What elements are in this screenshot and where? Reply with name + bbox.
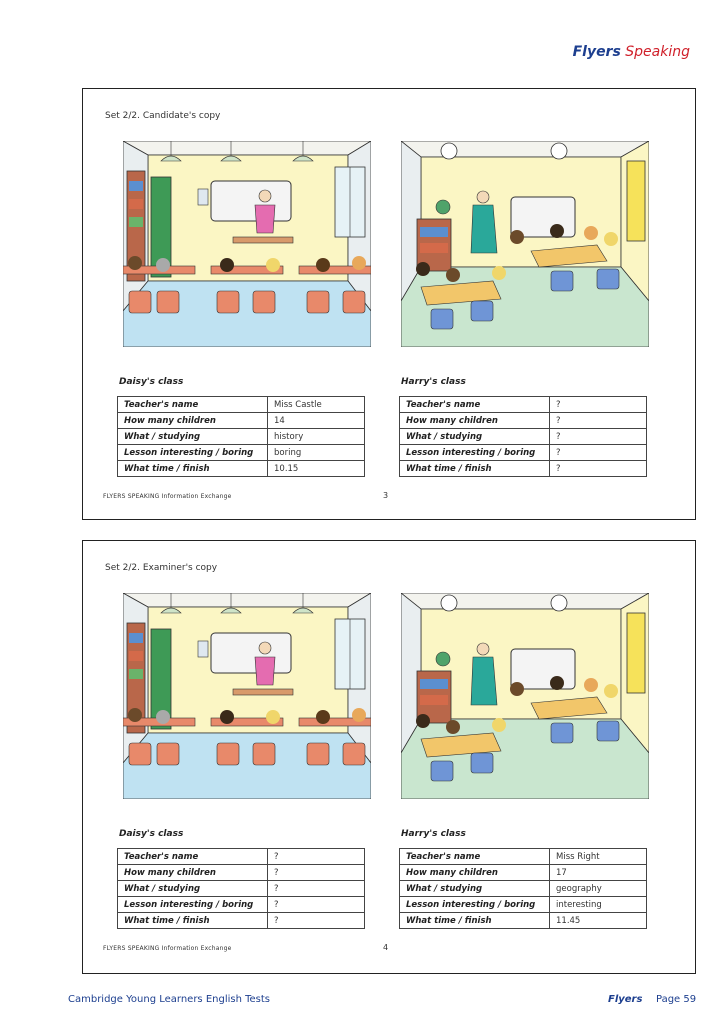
table-row xyxy=(118,849,365,865)
set-label: Set 2/2. Candidate's copy xyxy=(105,111,221,121)
footer-brand: Flyers xyxy=(608,994,643,1005)
answer-cell: ? xyxy=(550,445,647,461)
table-row xyxy=(400,413,647,429)
table-row xyxy=(118,461,365,477)
examiner-copy-panel xyxy=(82,540,696,974)
question-cell: How many children xyxy=(400,865,550,881)
question-cell: Teacher's name xyxy=(400,849,550,865)
answer-cell: Miss Right xyxy=(550,849,647,865)
answer-cell: ? xyxy=(550,429,647,445)
table-row xyxy=(118,413,365,429)
harrys-class-table xyxy=(399,848,647,929)
table-row xyxy=(400,881,647,897)
question-cell: What / studying xyxy=(400,881,550,897)
table-row xyxy=(118,865,365,881)
table-row xyxy=(400,429,647,445)
table-row xyxy=(118,397,365,413)
answer-cell: ? xyxy=(268,881,365,897)
panel-footer-label: FLYERS SPEAKING Information Exchange xyxy=(103,493,232,500)
daisys-class-table xyxy=(117,396,365,477)
question-cell: Lesson interesting / boring xyxy=(118,445,268,461)
question-cell: What time / finish xyxy=(118,461,268,477)
header-brand xyxy=(573,44,690,60)
daisys-class-table xyxy=(117,848,365,929)
question-cell: Lesson interesting / boring xyxy=(400,445,550,461)
table-row xyxy=(400,897,647,913)
answer-cell: 14 xyxy=(268,413,365,429)
answer-cell: ? xyxy=(268,865,365,881)
question-cell: Teacher's name xyxy=(118,849,268,865)
daisys-class-picture xyxy=(123,141,371,347)
table-row xyxy=(400,445,647,461)
page-number: Page 59 xyxy=(656,994,697,1005)
answer-cell: ? xyxy=(550,413,647,429)
answer-cell: 11.45 xyxy=(550,913,647,929)
question-cell: How many children xyxy=(400,413,550,429)
table-row xyxy=(400,865,647,881)
set-label: Set 2/2. Examiner's copy xyxy=(105,563,218,573)
answer-cell: ? xyxy=(268,913,365,929)
answer-cell: geography xyxy=(550,881,647,897)
answer-cell: ? xyxy=(550,397,647,413)
panel-page-number: 3 xyxy=(383,491,389,500)
table-row xyxy=(118,913,365,929)
harrys-class-picture xyxy=(401,593,649,799)
question-cell: How many children xyxy=(118,865,268,881)
question-cell: Lesson interesting / boring xyxy=(400,897,550,913)
question-cell: What / studying xyxy=(400,429,550,445)
left-class-title: Daisy's class xyxy=(119,829,184,839)
table-row xyxy=(118,445,365,461)
right-class-title: Harry's class xyxy=(401,377,466,387)
question-cell: Lesson interesting / boring xyxy=(118,897,268,913)
header-brand-name: Flyers xyxy=(572,44,621,60)
table-row xyxy=(118,429,365,445)
answer-cell: Miss Castle xyxy=(268,397,365,413)
answer-cell: ? xyxy=(268,849,365,865)
question-cell: What time / finish xyxy=(400,461,550,477)
answer-cell: history xyxy=(268,429,365,445)
right-class-title: Harry's class xyxy=(401,829,466,839)
question-cell: How many children xyxy=(118,413,268,429)
question-cell: What time / finish xyxy=(118,913,268,929)
question-cell: What / studying xyxy=(118,881,268,897)
table-row xyxy=(118,897,365,913)
panel-footer-label: FLYERS SPEAKING Information Exchange xyxy=(103,945,232,952)
answer-cell: 10.15 xyxy=(268,461,365,477)
daisys-class-picture xyxy=(123,593,371,799)
table-row xyxy=(400,913,647,929)
answer-cell: boring xyxy=(268,445,365,461)
table-row xyxy=(400,397,647,413)
left-class-title: Daisy's class xyxy=(119,377,184,387)
question-cell: Teacher's name xyxy=(118,397,268,413)
header-section-name: Speaking xyxy=(625,44,690,60)
answer-cell: interesting xyxy=(550,897,647,913)
question-cell: Teacher's name xyxy=(400,397,550,413)
table-row xyxy=(400,849,647,865)
answer-cell: ? xyxy=(268,897,365,913)
series-title: Cambridge Young Learners English Tests xyxy=(68,994,271,1005)
question-cell: What / studying xyxy=(118,429,268,445)
candidate-copy-panel xyxy=(82,88,696,520)
answer-cell: ? xyxy=(550,461,647,477)
question-cell: What time / finish xyxy=(400,913,550,929)
answer-cell: 17 xyxy=(550,865,647,881)
harrys-class-picture xyxy=(401,141,649,347)
table-row xyxy=(400,461,647,477)
panel-page-number: 4 xyxy=(383,943,389,952)
harrys-class-table xyxy=(399,396,647,477)
table-row xyxy=(118,881,365,897)
